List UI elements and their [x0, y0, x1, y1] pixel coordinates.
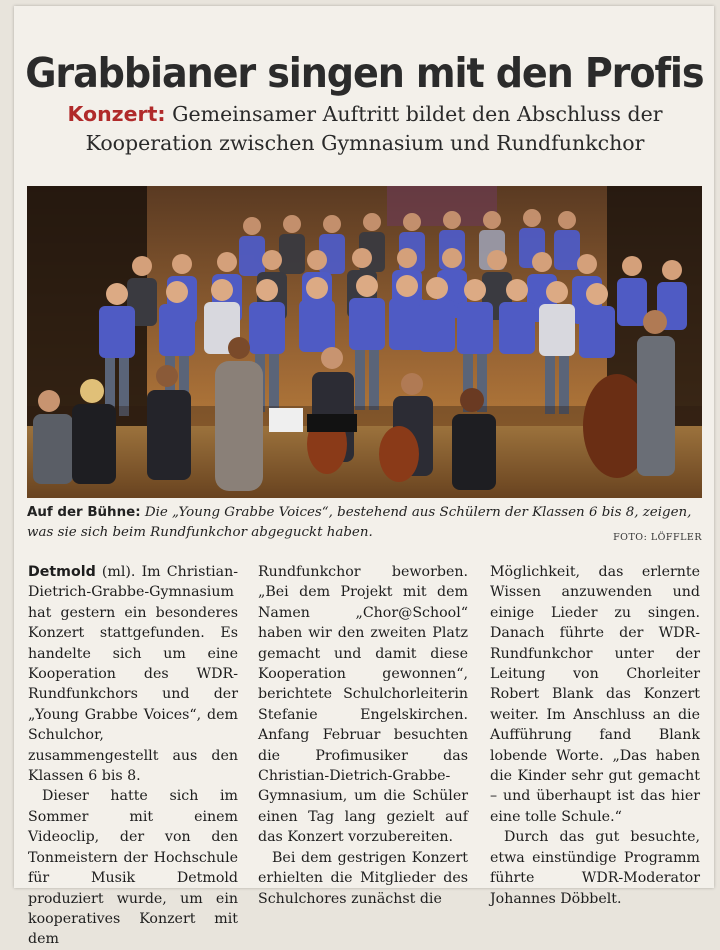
article-column-2	[258, 562, 468, 909]
concert-photo	[27, 186, 702, 498]
caption-text: Die „Young Grabbe Voices“, bestehend aus Schülern der Klassen 6 bis 8, zeigen, was sie sich beim Rundfunkchor abgeguckt haben.	[27, 505, 692, 540]
paragraph: Möglichkeit, das erlernte Wissen anzuwenden und einige Lieder zu singen. Danach führte der WDR-Rundfunkchor unter der Leitung von Chorleiter Robert Blank das Konzert weiter. Im Anschluss an die Aufführung fand Blank lobende Worte. „Das haben die Kinder sehr gut gemacht – und überhaupt ist das hier eine tolle Schule.“	[490, 564, 700, 825]
article-column-1	[28, 562, 238, 950]
paragraph: Rundfunkchor beworben. „Bei dem Projekt mit dem Namen „Chor@School“ haben wir den zweiten Platz gemacht und damit diese Kooperation gewonnen“, berichtete Schulchorleiterin Stefanie Engelskirchen. Anfang Februar besuchten die Profimusiker das Christian-Dietrich-Grabbe-Gymnasium, um die Schüler einen Tag lang gezielt auf das Konzert vorzubereiten.	[258, 564, 468, 846]
headline: Grabbianer singen mit den Profis	[25, 49, 704, 98]
article-column-3	[490, 562, 700, 909]
photo-caption	[27, 503, 703, 543]
paragraph-text: (ml). Im Christian-Dietrich-Grabbe-Gymnasium hat gestern ein besonderes Konzert stattgefunden. Es handelte sich um eine Kooperation des WDR-Rundfunkchors und der „Young Grabbe Voices“, dem Schulchor, zusammengestellt aus den Klassen 6 bis 8.	[28, 564, 238, 785]
paragraph: Bei dem gestrigen Konzert erhielten die Mitglieder des Schulchores zunächst die	[258, 849, 468, 907]
photo-credit: FOTO: LÖFFLER	[613, 532, 702, 543]
kicker: Konzert:	[67, 102, 166, 126]
caption-label: Auf der Bühne:	[27, 505, 141, 520]
subheadline: Gemeinsamer Auftritt bildet den Abschluss der Kooperation zwischen Gymnasium und Rundfunkchor	[85, 102, 663, 155]
dateline: Detmold	[28, 564, 96, 580]
paragraph: Dieser hatte sich im Sommer mit einem Videoclip, der von den Tonmeistern der Hochschule für Musik Detmold produziert wurde, um ein kooperatives Konzert mit dem	[28, 788, 238, 948]
paragraph: Durch das gut besuchte, etwa einstündige Programm führte WDR-Moderator Johannes Döbbelt.	[490, 829, 700, 907]
paragraph	[28, 562, 238, 786]
subheadline-block	[30, 100, 700, 158]
